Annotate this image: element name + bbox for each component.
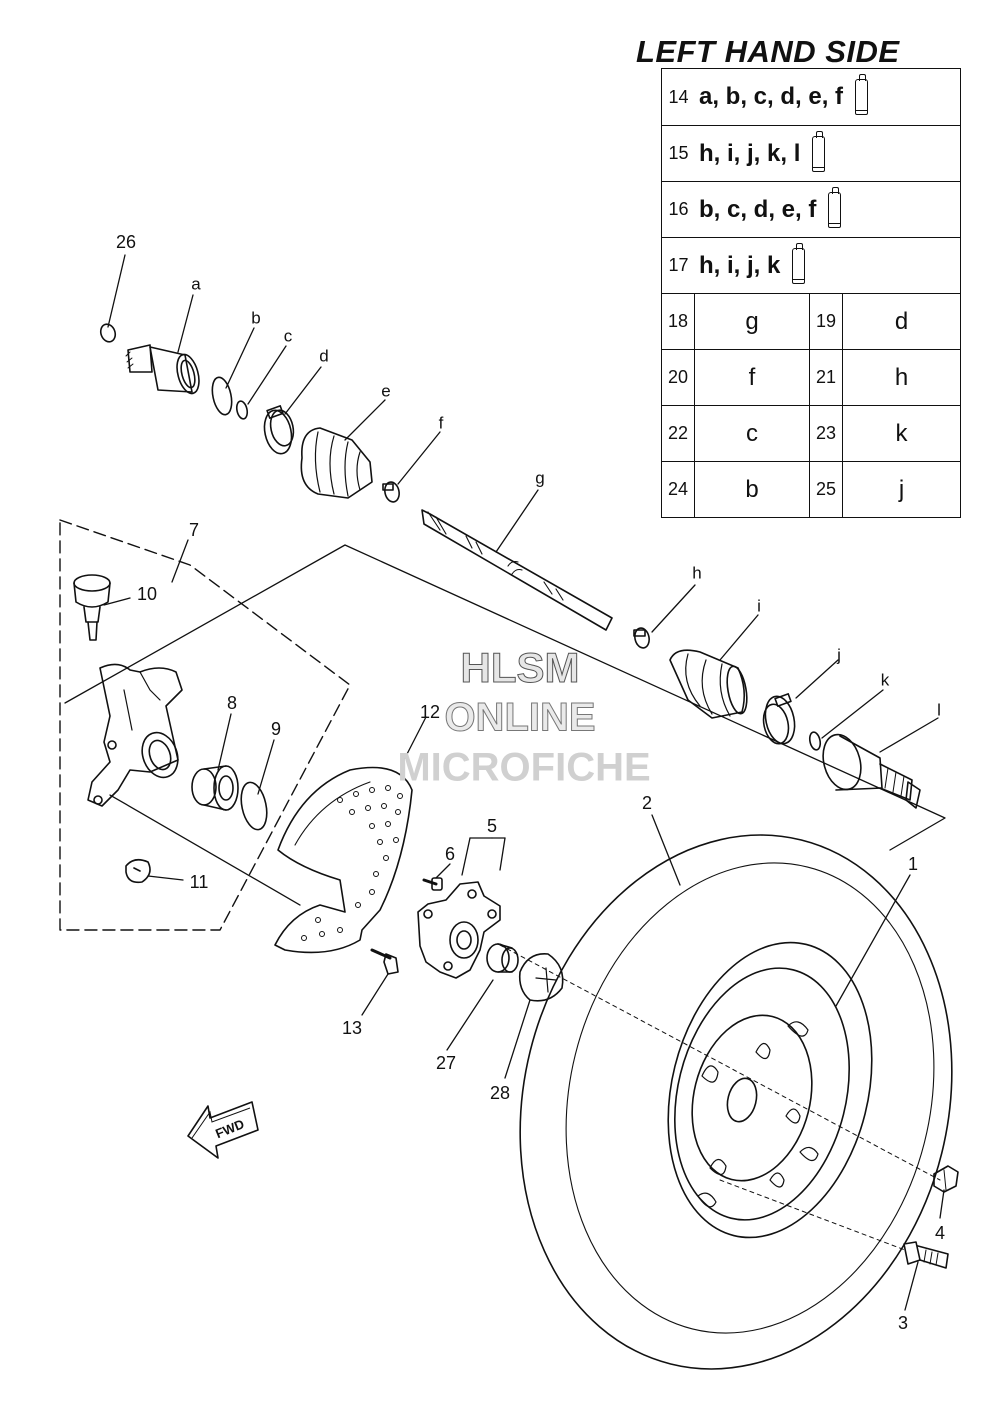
hub-cap	[520, 954, 563, 1001]
legend-pair-number: 19	[810, 294, 843, 349]
legend-pair-number: 21	[810, 350, 843, 405]
legend-table	[661, 68, 961, 518]
callout-7: 7	[188, 520, 200, 540]
callout-j: j	[837, 645, 841, 665]
boot-band-j	[760, 694, 799, 747]
callout-26: 26	[115, 232, 137, 252]
wheel-stud	[904, 1242, 948, 1268]
outer-cv-joint	[817, 730, 920, 808]
boot-band-h	[633, 627, 651, 649]
callout-c: c	[283, 326, 293, 346]
callout-f: f	[438, 413, 444, 433]
legend-pair-part: g	[745, 307, 759, 335]
tire	[465, 789, 1000, 1404]
legend-row-number: 16	[668, 199, 689, 219]
knuckle-assembly-boundary	[60, 520, 350, 930]
callout-4: 4	[934, 1223, 946, 1243]
o-ring-b	[209, 376, 235, 417]
legend-pair-number: 25	[810, 462, 843, 517]
hub-nut	[487, 944, 518, 972]
callout-9: 9	[270, 719, 282, 739]
legend-pair-row	[662, 293, 960, 349]
legend-pair-number: 24	[662, 462, 695, 517]
legend-row-number: 15	[668, 143, 689, 163]
brake-disc-guard	[275, 768, 412, 953]
callout-a: a	[191, 274, 201, 294]
legend-row-parts: b, c, d, e, f	[699, 195, 817, 223]
legend-pair-number: 20	[662, 350, 695, 405]
callout-e: e	[381, 381, 391, 401]
lock-washer	[126, 860, 150, 883]
cv-boot-i	[670, 650, 750, 718]
circlip-c	[235, 400, 249, 420]
legend-row-parts: h, i, j, k, l	[699, 139, 801, 167]
legend-row	[662, 237, 960, 293]
fwd-label: FWD	[213, 1116, 247, 1142]
hub-bolt	[424, 878, 442, 890]
callout-11: 11	[189, 872, 209, 892]
legend-pair-number: 18	[662, 294, 695, 349]
circlip-k	[808, 731, 822, 751]
guard-bolt	[372, 950, 398, 974]
cv-boot-e	[301, 428, 372, 498]
legend-pair-row	[662, 461, 960, 517]
legend-pair-part: f	[748, 363, 756, 391]
callout-i: i	[757, 596, 761, 616]
legend-row	[662, 69, 960, 125]
legend-row-number: 17	[668, 255, 689, 275]
axle-centerline	[500, 945, 940, 1250]
grease-tube-icon	[792, 248, 805, 284]
callout-h: h	[692, 563, 702, 583]
legend-pair-part: b	[745, 475, 759, 503]
legend-pair-part: d	[894, 307, 909, 335]
legend-pair-number: 23	[810, 406, 843, 461]
legend-row	[662, 125, 960, 181]
legend-pair-part: c	[746, 419, 758, 447]
callout-g: g	[535, 468, 545, 488]
legend-row-number: 14	[668, 86, 689, 107]
grease-tube-icon	[855, 79, 868, 115]
callout-6: 6	[444, 844, 456, 864]
callout-1: 1	[907, 854, 919, 874]
circlip-9	[237, 780, 270, 832]
callout-k: k	[880, 670, 890, 690]
legend-pair-part: k	[895, 419, 908, 447]
legend-pair-part: h	[894, 363, 909, 391]
legend-pair-number: 22	[662, 406, 695, 461]
boot-band-d	[261, 406, 297, 456]
legend-row-parts: a, b, c, d, e, f	[699, 83, 844, 110]
steering-knuckle	[88, 664, 184, 806]
watermark-line-2: ONLINE	[444, 695, 596, 740]
callout-12: 12	[419, 702, 441, 722]
legend-title: LEFT HAND SIDE	[636, 34, 900, 69]
callout-28: 28	[489, 1083, 511, 1103]
callout-5: 5	[486, 816, 498, 836]
grease-tube-icon	[812, 136, 825, 172]
callout-27: 27	[435, 1053, 457, 1073]
callout-8: 8	[226, 693, 238, 713]
callout-2: 2	[641, 793, 653, 813]
legend-row-parts: h, i, j, k	[699, 251, 781, 279]
callout-b: b	[251, 308, 261, 328]
legend-row	[662, 181, 960, 237]
inner-cv-joint	[98, 322, 202, 396]
callout-d: d	[319, 346, 329, 366]
wheel-bearing	[192, 766, 238, 810]
callout-3: 3	[897, 1313, 909, 1333]
drive-axle-shaft	[422, 510, 612, 630]
legend-pair-row	[662, 405, 960, 461]
callout-13: 13	[341, 1018, 363, 1038]
watermark-line-1: HLSM	[460, 644, 580, 691]
grease-tube-icon	[828, 192, 841, 228]
watermark-line-3: MICROFICHE	[397, 745, 651, 790]
guard-perforations	[302, 786, 403, 941]
ball-joint	[74, 575, 110, 640]
callout-10: 10	[136, 584, 158, 604]
callout-l: l	[937, 700, 941, 720]
legend-pair-part: j	[898, 475, 905, 503]
legend-pair-row	[662, 349, 960, 405]
wheel-rim	[639, 921, 902, 1260]
forward-direction-arrow	[186, 1100, 262, 1160]
